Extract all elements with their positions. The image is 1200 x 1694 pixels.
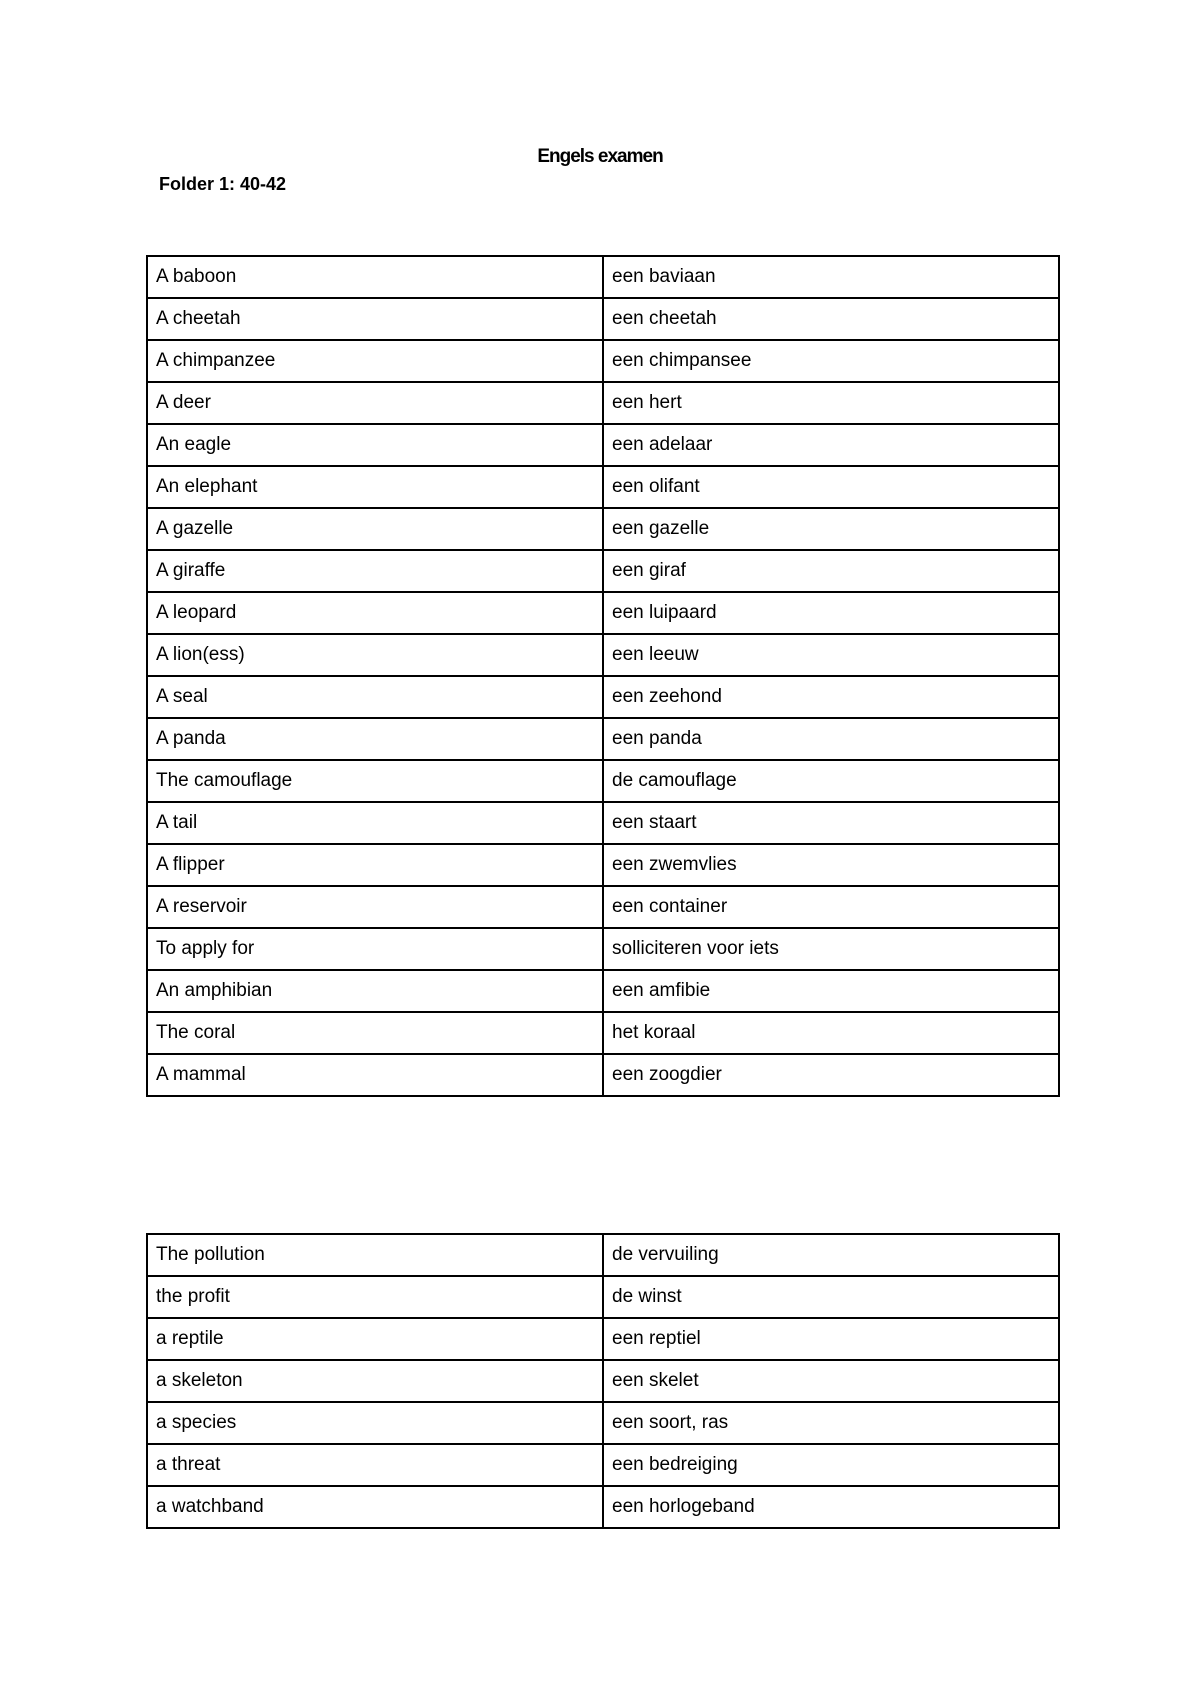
table-row (147, 340, 1059, 382)
english-term-cell: A reservoir (147, 886, 603, 928)
dutch-translation-cell: een panda (603, 718, 1059, 760)
english-term-cell: a reptile (147, 1318, 603, 1360)
table-row (147, 382, 1059, 424)
table-row (147, 676, 1059, 718)
dutch-translation-cell: een horlogeband (603, 1486, 1059, 1528)
english-term-cell: a skeleton (147, 1360, 603, 1402)
table-row (147, 508, 1059, 550)
table-row (147, 844, 1059, 886)
table-row (147, 634, 1059, 676)
english-term-cell: A leopard (147, 592, 603, 634)
table-row (147, 1054, 1059, 1096)
dutch-translation-cell: een soort, ras (603, 1402, 1059, 1444)
english-term-cell: a species (147, 1402, 603, 1444)
dutch-translation-cell: een container (603, 886, 1059, 928)
english-term-cell: The camouflage (147, 760, 603, 802)
dutch-translation-cell: een baviaan (603, 256, 1059, 298)
table-row (147, 1012, 1059, 1054)
table-row (147, 298, 1059, 340)
english-term-cell: An elephant (147, 466, 603, 508)
dutch-translation-cell: een gazelle (603, 508, 1059, 550)
table-row (147, 970, 1059, 1012)
table-row (147, 592, 1059, 634)
english-term-cell: A gazelle (147, 508, 603, 550)
table-row (147, 256, 1059, 298)
table-row (147, 424, 1059, 466)
dutch-translation-cell: een hert (603, 382, 1059, 424)
table-row (147, 1318, 1059, 1360)
vocabulary-table-1 (146, 255, 1060, 1097)
page-title: Engels examen (537, 146, 663, 167)
english-term-cell: A chimpanzee (147, 340, 603, 382)
english-term-cell: The coral (147, 1012, 603, 1054)
dutch-translation-cell: een cheetah (603, 298, 1059, 340)
dutch-translation-cell: het koraal (603, 1012, 1059, 1054)
english-term-cell: A cheetah (147, 298, 603, 340)
table-row (147, 466, 1059, 508)
dutch-translation-cell: een amfibie (603, 970, 1059, 1012)
dutch-translation-cell: een staart (603, 802, 1059, 844)
table-row (147, 1234, 1059, 1276)
table-row (147, 886, 1059, 928)
table-row (147, 928, 1059, 970)
table-row (147, 802, 1059, 844)
dutch-translation-cell: een reptiel (603, 1318, 1059, 1360)
english-term-cell: a threat (147, 1444, 603, 1486)
english-term-cell: A deer (147, 382, 603, 424)
english-term-cell: An eagle (147, 424, 603, 466)
table-row (147, 1402, 1059, 1444)
dutch-translation-cell: een leeuw (603, 634, 1059, 676)
dutch-translation-cell: een adelaar (603, 424, 1059, 466)
english-term-cell: A tail (147, 802, 603, 844)
table-row (147, 1486, 1059, 1528)
english-term-cell: A baboon (147, 256, 603, 298)
dutch-translation-cell: een giraf (603, 550, 1059, 592)
english-term-cell: To apply for (147, 928, 603, 970)
english-term-cell: A giraffe (147, 550, 603, 592)
table-row (147, 1444, 1059, 1486)
english-term-cell: A seal (147, 676, 603, 718)
dutch-translation-cell: een olifant (603, 466, 1059, 508)
dutch-translation-cell: een chimpansee (603, 340, 1059, 382)
english-term-cell: A lion(ess) (147, 634, 603, 676)
english-term-cell: a watchband (147, 1486, 603, 1528)
english-term-cell: An amphibian (147, 970, 603, 1012)
table-row (147, 718, 1059, 760)
english-term-cell: The pollution (147, 1234, 603, 1276)
english-term-cell: the profit (147, 1276, 603, 1318)
dutch-translation-cell: een luipaard (603, 592, 1059, 634)
english-term-cell: A panda (147, 718, 603, 760)
table-row (147, 1360, 1059, 1402)
dutch-translation-cell: de vervuiling (603, 1234, 1059, 1276)
dutch-translation-cell: een skelet (603, 1360, 1059, 1402)
table-row (147, 1276, 1059, 1318)
english-term-cell: A mammal (147, 1054, 603, 1096)
dutch-translation-cell: een bedreiging (603, 1444, 1059, 1486)
english-term-cell: A flipper (147, 844, 603, 886)
dutch-translation-cell: een zoogdier (603, 1054, 1059, 1096)
folder-label: Folder 1: 40-42 (159, 174, 287, 194)
table-row (147, 550, 1059, 592)
dutch-translation-cell: solliciteren voor iets (603, 928, 1059, 970)
dutch-translation-cell: de camouflage (603, 760, 1059, 802)
dutch-translation-cell: een zwemvlies (603, 844, 1059, 886)
dutch-translation-cell: de winst (603, 1276, 1059, 1318)
dutch-translation-cell: een zeehond (603, 676, 1059, 718)
vocabulary-table-2 (146, 1233, 1060, 1529)
table-row (147, 760, 1059, 802)
